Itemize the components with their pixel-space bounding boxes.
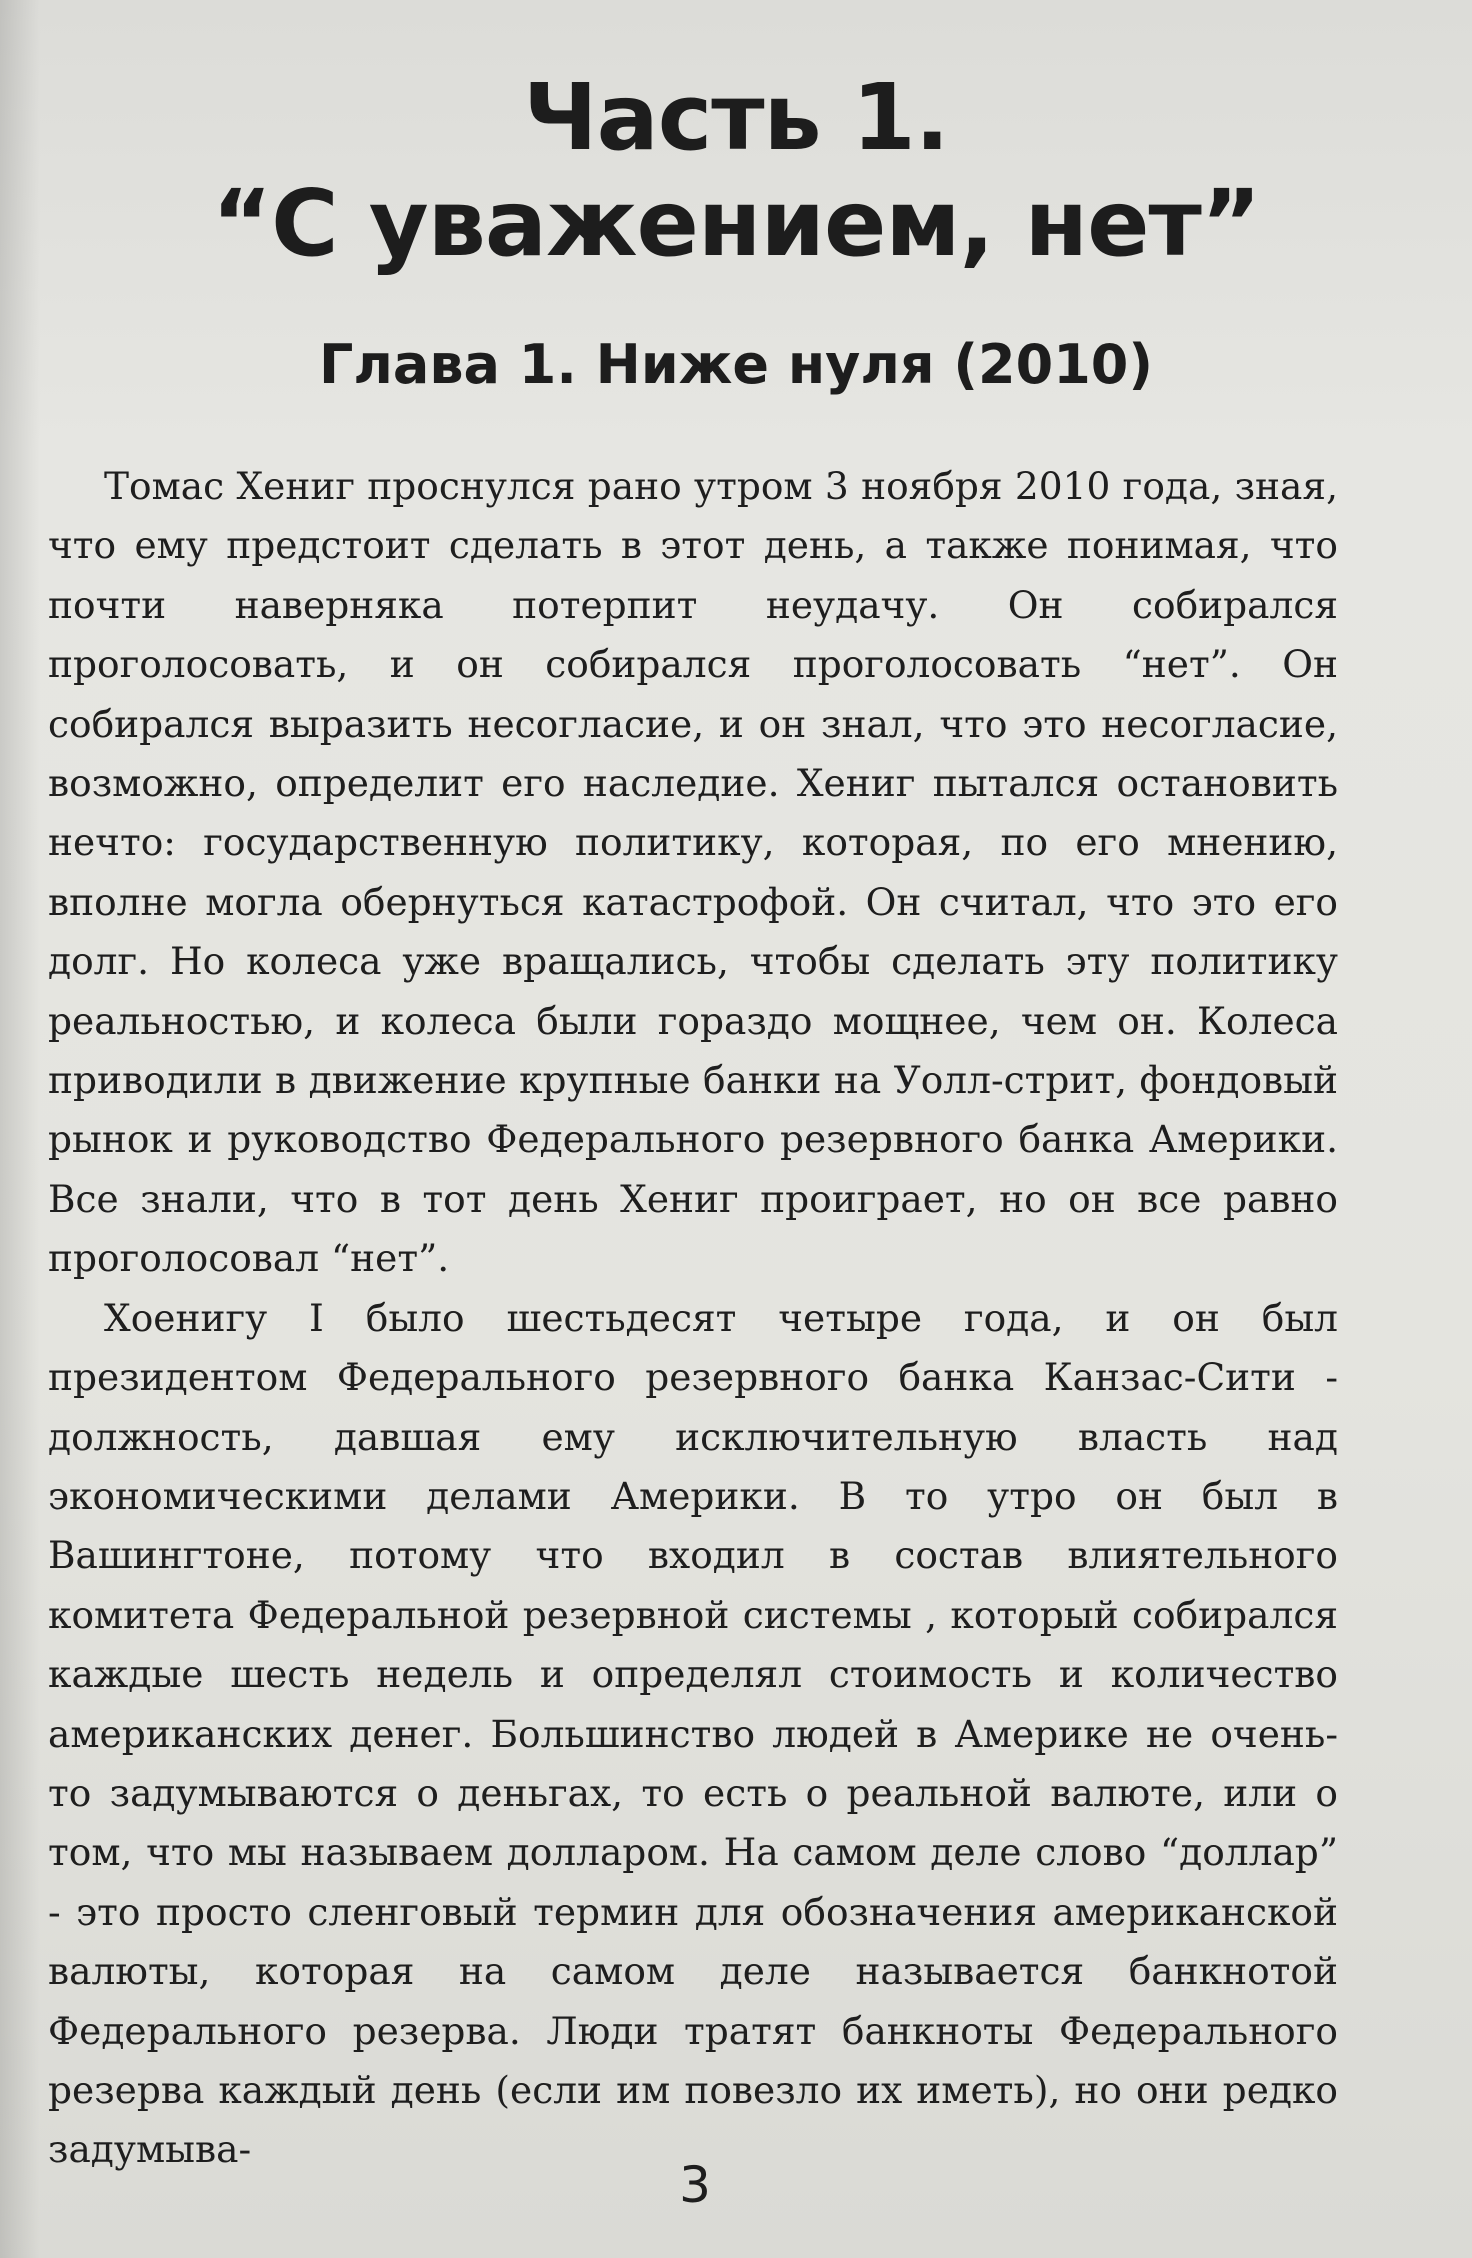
page-number: 3 — [679, 2156, 711, 2214]
part-title-line1: Часть 1. — [523, 64, 949, 171]
chapter-title: Глава 1. Ниже нуля (2010) — [318, 333, 1154, 396]
body-text — [48, 457, 1338, 2180]
paragraph-2: Хоенигу I было шестьдесят четыре года, и он был президентом Федерального резервного банка Канзас-Сити - должность, давшая ему исключительную власть над экономическими делами Америки. В то утро он был в Вашингтоне, потому что входил в состав влиятельного комитета Федеральной резервной системы , который собирался каждые шесть недель и определял стоимость и количество американских денег. Большинство людей в Америке не очень-то задумываются о деньгах, то есть о реальной валюте, или о том, что мы называем долларом. На самом деле слово “доллар” - это просто сленговый термин для обозначения американской валюты, которая на самом деле называется банкнотой Федерального резерва. Люди тратят банкноты Федерального резерва каждый день (если им повезло их иметь), но они редко задумыва- — [48, 1295, 1338, 2172]
part-title-line2: “С уважением, нет” — [211, 170, 1261, 277]
paragraph-1: Томас Хениг проснулся рано утром 3 ноября 2010 года, зная, что ему предстоит сделать в этот день, а также понимая, что почти наверняка потерпит неудачу. Он собирался проголосовать, и он собирался проголосовать “нет”. Он собирался выразить несогласие, и он знал, что это несогласие, возможно, определит его наследие. Хениг пытался остановить нечто: государственную политику, которая, по его мнению, вполне могла обернуться катастрофой. Он считал, что это его долг. Но колеса уже вращались, чтобы сделать эту политику реальностью, и колеса были гораздо мощнее, чем он. Колеса приводили в движение крупные банки на Уолл-стрит, фондовый рынок и руководство Федерального резервного банка Америки. Все знали, что в тот день Хениг проиграет, но он все равно проголосовал “нет”. — [48, 464, 1338, 1281]
